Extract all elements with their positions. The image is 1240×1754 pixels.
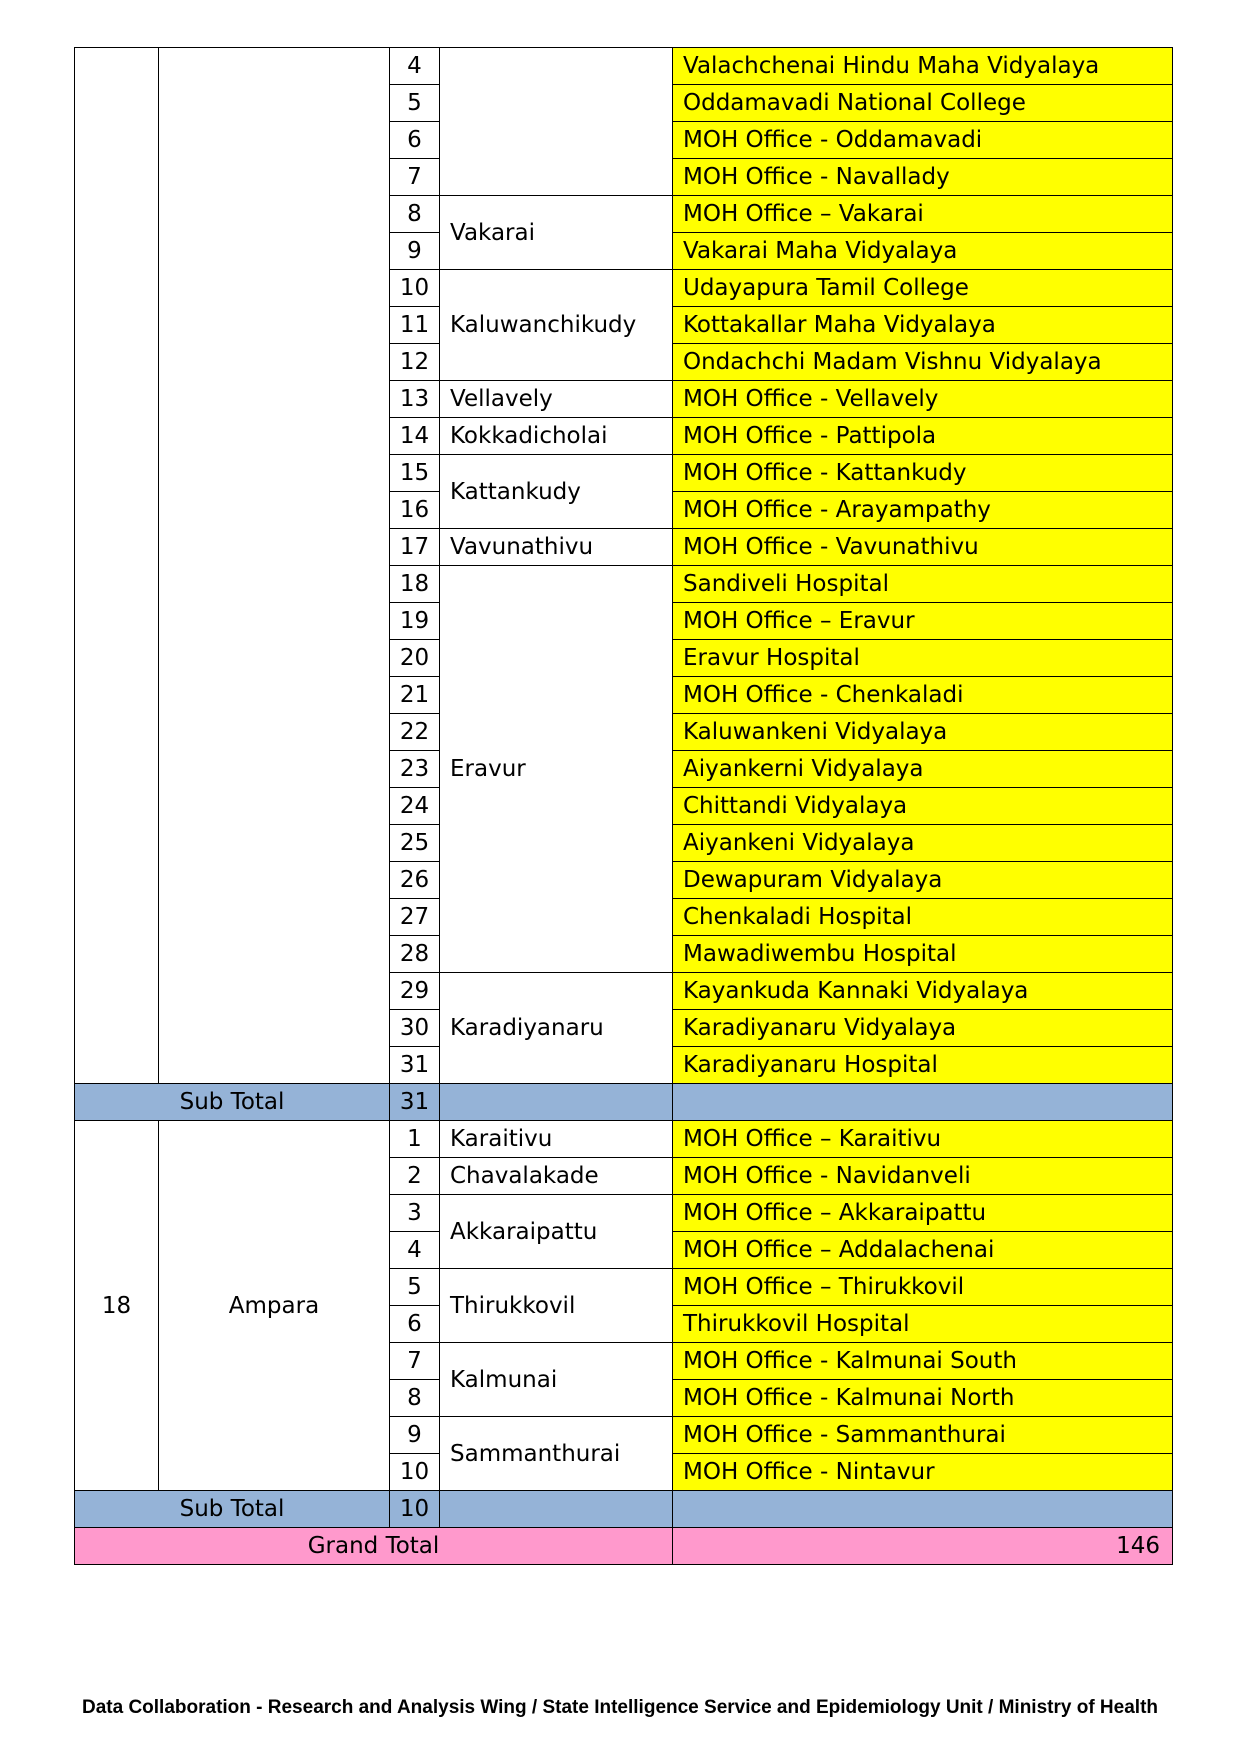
- row-number: 6: [390, 1306, 440, 1343]
- moh-area-cell: [440, 48, 673, 196]
- location-cell: Karadiyanaru Vidyalaya: [673, 1010, 1173, 1047]
- row-number: 30: [390, 1010, 440, 1047]
- table-row: [75, 48, 1173, 85]
- location-cell: MOH Office - Chenkaladi: [673, 677, 1173, 714]
- location-cell: MOH Office - Navallady: [673, 159, 1173, 196]
- location-cell: MOH Office - Navidanveli: [673, 1158, 1173, 1195]
- row-number: 10: [390, 1454, 440, 1491]
- location-cell: Oddamavadi National College: [673, 85, 1173, 122]
- row-number: 25: [390, 825, 440, 862]
- row-number: 9: [390, 233, 440, 270]
- row-number: 6: [390, 122, 440, 159]
- location-cell: Sandiveli Hospital: [673, 566, 1173, 603]
- location-cell: Aiyankerni Vidyalaya: [673, 751, 1173, 788]
- row-number: 7: [390, 159, 440, 196]
- location-cell: Vakarai Maha Vidyalaya: [673, 233, 1173, 270]
- row-number: 8: [390, 196, 440, 233]
- moh-area-cell: Vakarai: [440, 196, 673, 270]
- moh-area-cell: Akkaraipattu: [440, 1195, 673, 1269]
- moh-area-cell: Eravur: [440, 566, 673, 973]
- location-cell: MOH Office - Sammanthurai: [673, 1417, 1173, 1454]
- subtotal-row: [75, 1491, 1173, 1528]
- row-number: 5: [390, 85, 440, 122]
- moh-area-cell: Kattankudy: [440, 455, 673, 529]
- moh-area-cell: Vellavely: [440, 381, 673, 418]
- location-cell: MOH Office - Pattipola: [673, 418, 1173, 455]
- location-cell: Eravur Hospital: [673, 640, 1173, 677]
- serial-cell: [75, 48, 159, 1084]
- location-cell: Kottakallar Maha Vidyalaya: [673, 307, 1173, 344]
- location-cell: MOH Office – Karaitivu: [673, 1121, 1173, 1158]
- location-cell: Kaluwankeni Vidyalaya: [673, 714, 1173, 751]
- row-number: 4: [390, 48, 440, 85]
- location-cell: Dewapuram Vidyalaya: [673, 862, 1173, 899]
- row-number: 10: [390, 270, 440, 307]
- location-cell: Chittandi Vidyalaya: [673, 788, 1173, 825]
- page-footer: Data Collaboration - Research and Analysis Wing / State Intelligence Service and Epidemiology Unit / Ministry of Health: [81, 1697, 1158, 1718]
- moh-area-cell: Vavunathivu: [440, 529, 673, 566]
- location-cell: MOH Office - Vellavely: [673, 381, 1173, 418]
- moh-area-cell: Kaluwanchikudy: [440, 270, 673, 381]
- location-cell: MOH Office - Kattankudy: [673, 455, 1173, 492]
- row-number: 4: [390, 1232, 440, 1269]
- row-number: 29: [390, 973, 440, 1010]
- row-number: 9: [390, 1417, 440, 1454]
- moh-area-cell: Karaitivu: [440, 1121, 673, 1158]
- row-number: 21: [390, 677, 440, 714]
- location-cell: Udayapura Tamil College: [673, 270, 1173, 307]
- location-cell: Ondachchi Madam Vishnu Vidyalaya: [673, 344, 1173, 381]
- empty-cell: [440, 1491, 673, 1528]
- table-row: [75, 1121, 1173, 1158]
- subtotal-value: 31: [390, 1084, 440, 1121]
- row-number: 1: [390, 1121, 440, 1158]
- moh-area-cell: Sammanthurai: [440, 1417, 673, 1491]
- location-cell: Thirukkovil Hospital: [673, 1306, 1173, 1343]
- row-number: 24: [390, 788, 440, 825]
- row-number: 7: [390, 1343, 440, 1380]
- location-cell: MOH Office – Vakarai: [673, 196, 1173, 233]
- row-number: 23: [390, 751, 440, 788]
- location-cell: MOH Office - Kalmunai North: [673, 1380, 1173, 1417]
- subtotal-row: [75, 1084, 1173, 1121]
- row-number: 16: [390, 492, 440, 529]
- row-number: 22: [390, 714, 440, 751]
- row-number: 2: [390, 1158, 440, 1195]
- row-number: 17: [390, 529, 440, 566]
- location-cell: Mawadiwembu Hospital: [673, 936, 1173, 973]
- location-cell: Kayankuda Kannaki Vidyalaya: [673, 973, 1173, 1010]
- moh-area-cell: Karadiyanaru: [440, 973, 673, 1084]
- subtotal-value: 10: [390, 1491, 440, 1528]
- empty-cell: [673, 1491, 1173, 1528]
- moh-area-cell: Chavalakade: [440, 1158, 673, 1195]
- row-number: 3: [390, 1195, 440, 1232]
- row-number: 20: [390, 640, 440, 677]
- moh-area-cell: Kokkadicholai: [440, 418, 673, 455]
- grand-total-row: [75, 1528, 1173, 1565]
- row-number: 28: [390, 936, 440, 973]
- moh-area-cell: Thirukkovil: [440, 1269, 673, 1343]
- location-cell: Chenkaladi Hospital: [673, 899, 1173, 936]
- row-number: 31: [390, 1047, 440, 1084]
- row-number: 15: [390, 455, 440, 492]
- moh-area-cell: Kalmunai: [440, 1343, 673, 1417]
- location-cell: MOH Office – Thirukkovil: [673, 1269, 1173, 1306]
- serial-cell: 18: [75, 1121, 159, 1491]
- location-cell: MOH Office – Akkaraipattu: [673, 1195, 1173, 1232]
- row-number: 19: [390, 603, 440, 640]
- location-cell: MOH Office - Vavunathivu: [673, 529, 1173, 566]
- location-cell: MOH Office - Arayampathy: [673, 492, 1173, 529]
- district-cell: Ampara: [159, 1121, 390, 1491]
- row-number: 27: [390, 899, 440, 936]
- row-number: 5: [390, 1269, 440, 1306]
- location-cell: Karadiyanaru Hospital: [673, 1047, 1173, 1084]
- vaccination-centres-table: [74, 47, 1173, 1565]
- location-cell: Valachchenai Hindu Maha Vidyalaya: [673, 48, 1173, 85]
- row-number: 8: [390, 1380, 440, 1417]
- location-cell: MOH Office - Oddamavadi: [673, 122, 1173, 159]
- grand-total-label: Grand Total: [75, 1528, 673, 1565]
- district-cell: [159, 48, 390, 1084]
- subtotal-label: Sub Total: [75, 1491, 390, 1528]
- empty-cell: [440, 1084, 673, 1121]
- location-cell: Aiyankeni Vidyalaya: [673, 825, 1173, 862]
- row-number: 12: [390, 344, 440, 381]
- row-number: 11: [390, 307, 440, 344]
- subtotal-label: Sub Total: [75, 1084, 390, 1121]
- location-cell: MOH Office – Eravur: [673, 603, 1173, 640]
- location-cell: MOH Office - Kalmunai South: [673, 1343, 1173, 1380]
- row-number: 14: [390, 418, 440, 455]
- location-cell: MOH Office - Nintavur: [673, 1454, 1173, 1491]
- row-number: 26: [390, 862, 440, 899]
- grand-total-value: 146: [673, 1528, 1173, 1565]
- row-number: 13: [390, 381, 440, 418]
- row-number: 18: [390, 566, 440, 603]
- empty-cell: [673, 1084, 1173, 1121]
- location-cell: MOH Office – Addalachenai: [673, 1232, 1173, 1269]
